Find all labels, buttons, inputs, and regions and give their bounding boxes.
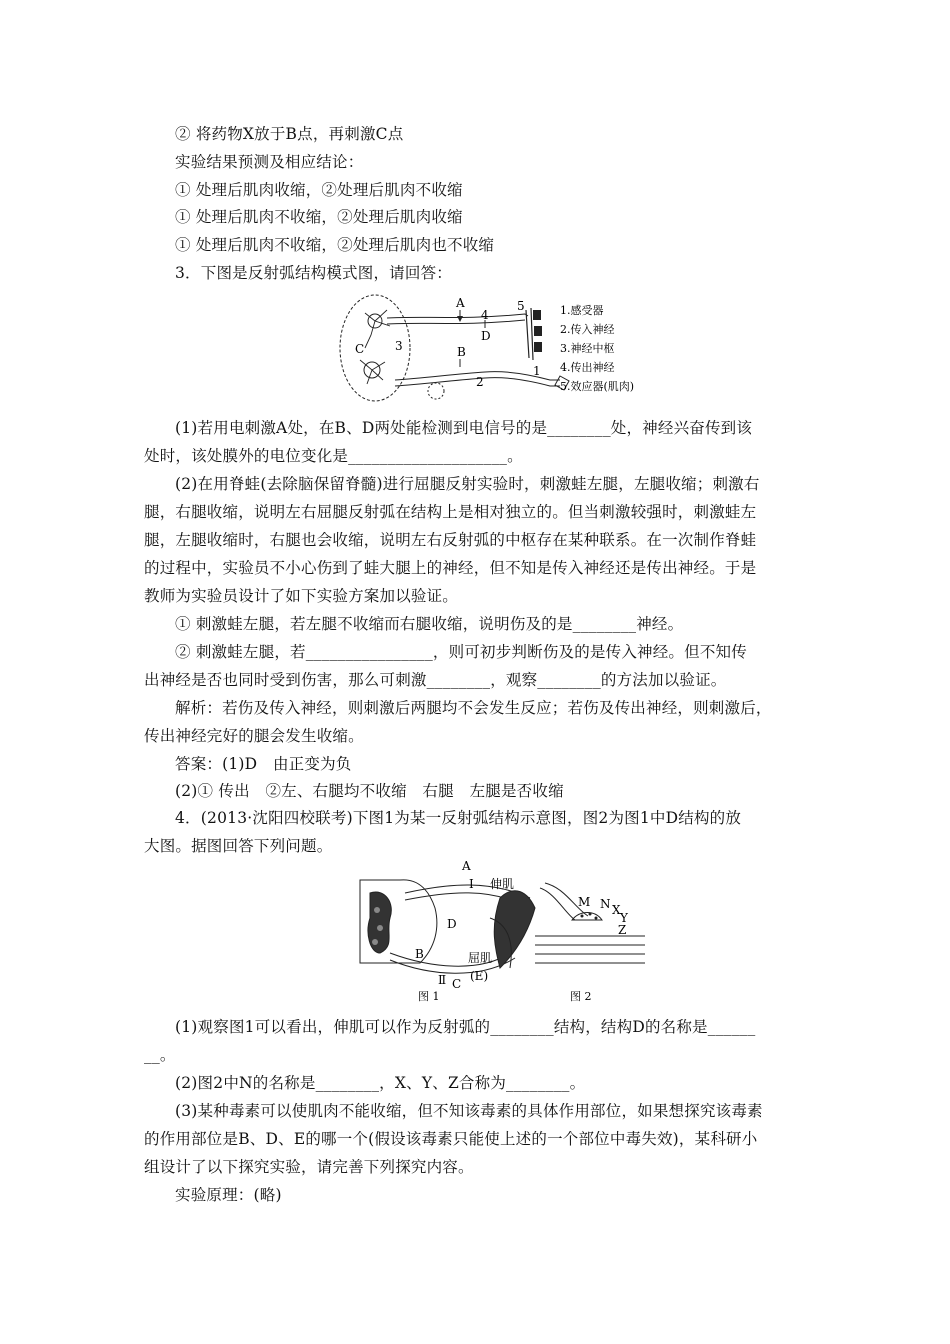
label-1: 1 [533,364,541,378]
label-E: (E) [470,969,489,983]
answer-line: 答案：(1)D 由正变为负 [175,755,352,773]
label-A: A [456,296,465,310]
text-line: 组设计了以下探究实验，请完善下列探究内容。 [144,1158,474,1176]
text-line: ① 处理后肌肉不收缩，②处理后肌肉也不收缩 [175,236,495,254]
legend-item: 4.传出神经 [560,361,615,374]
text-line: 解析：若伤及传入神经，则刺激后两腿均不会发生反应；若伤及传出神经，则刺激后， [175,699,772,717]
muscle-stripe [534,326,542,336]
ganglion-outline [428,383,444,399]
synaptic-knob [572,913,602,921]
text-line: ① 处理后肌肉不收缩，②处理后肌肉收缩 [175,208,463,226]
label-C: C [355,342,365,356]
muscle-stripe [534,342,542,352]
text-line: __。 [144,1046,176,1064]
question-3-heading: 3．下图是反射弧结构模式图，请回答： [175,264,452,282]
text-line: ② 刺激蛙左腿，若________________，则可初步判断伤及的是传入神经。但不知传 [175,643,747,661]
legend-item: 2.传入神经 [560,323,615,336]
gray-matter [368,892,391,953]
text-line: ① 处理后肌肉收缩，②处理后肌肉不收缩 [175,181,463,199]
text-line: ① 刺激蛙左腿，若左腿不收缩而右腿收缩，说明伤及的是________神经。 [175,615,684,633]
text-line: 实验原理：(略) [175,1186,282,1204]
text-line: (2)图2中N的名称是________，X、Y、Z合称为________。 [175,1074,586,1092]
label-X: X [612,903,621,917]
text-line: (2)在用脊蛙(去除脑保留脊髓)进行屈腿反射实验时，刺激蛙左腿，左腿收缩；刺激右 [175,475,760,493]
label-A: A [462,859,471,873]
legend-item: 1.感受器 [560,304,604,317]
text-line: 的过程中，实验员不小心伤到了蛙大腿上的神经，但不知是传入神经还是传出神经。于是 [144,559,757,577]
text-line: 出神经是否也同时受到伤害，那么可刺激________，观察________的方法加以验证。 [144,671,727,689]
text-line: 大图。据图回答下列问题。 [144,837,333,855]
label-D: D [447,917,457,931]
answer-line: (2)① 传出 ②左、右腿均不收缩 右腿 左腿是否收缩 [175,782,564,800]
label-extensor: 伸肌 [490,877,515,891]
figure-caption-1: 图 1 [418,990,440,1003]
label-4: 4 [481,308,489,322]
label-I: I [469,877,474,891]
text-line: 实验结果预测及相应结论： [175,153,364,171]
text-line: 腿，右腿收缩，说明左右屈腿反射弧在结构上是相对独立的。但当刺激较强时，刺激蛙左 [144,503,757,521]
label-B: B [457,345,466,359]
text-line: 传出神经完好的腿会发生收缩。 [144,727,364,745]
label-II: Ⅱ [438,973,447,987]
text-line: 的作用部位是B、D、E的哪一个(假设该毒素只能使上述的一个部位中毒失效)，某科研小 [144,1130,758,1148]
figure-caption-2: 图 2 [570,990,592,1003]
label-N: N [600,897,611,911]
label-3: 3 [395,339,403,353]
label-C: C [452,977,462,991]
legend-item: 3.神经中枢 [560,342,615,355]
label-Y: Y [620,911,628,925]
label-2: 2 [476,375,484,389]
muscle-reflex-figure [350,858,660,1008]
label-flexor: 屈肌 [468,951,493,965]
label-B: B [415,947,424,961]
muscle-reflex-diagram [350,858,660,1008]
text-line: ② 将药物X放于B点，再刺激C点 [175,125,404,143]
legend-item: 5.效应器(肌肉) [560,380,635,393]
muscle-stripe [533,310,541,320]
muscle-belly [494,891,535,968]
text-line: (1)观察图1可以看出，伸肌可以作为反射弧的________结构，结构D的名称是______ [175,1018,756,1036]
reflex-arc-diagram [335,288,675,408]
label-D: D [481,329,491,343]
question-4-heading: 4．(2013·沈阳四校联考)下图1为某一反射弧结构示意图，图2为图1中D结构的放 [175,809,742,827]
label-M: M [578,895,591,909]
text-line: 教师为实验员设计了如下实验方案加以验证。 [144,587,459,605]
label-Z: Z [618,923,627,937]
label-5: 5 [517,299,525,313]
text-line: 处时，该处膜外的电位变化是____________________。 [144,447,523,465]
text-line: 腿，左腿收缩时，右腿也会收缩，说明左右反射弧的中枢存在某种联系。在一次制作脊蛙 [144,531,757,549]
text-line: (3)某种毒素可以使肌肉不能收缩，但不知该毒素的具体作用部位，如果想探究该毒素 [175,1102,763,1120]
reflex-arc-figure [335,288,675,408]
text-line: (1)若用电刺激A处，在B、D两处能检测到电信号的是________处，神经兴奋传到该 [175,419,753,437]
